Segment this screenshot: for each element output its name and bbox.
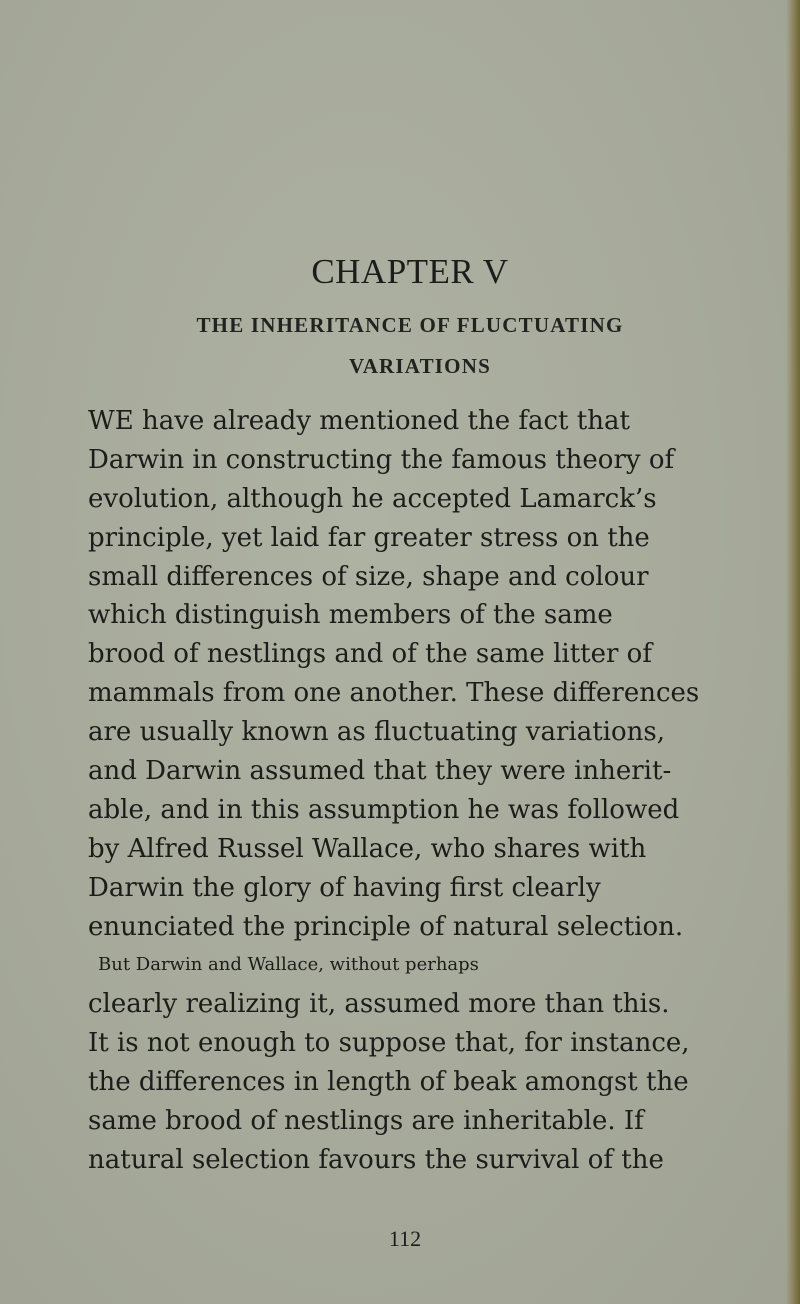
text-line: same brood of nestlings are inheritable. If [88, 1106, 644, 1137]
text-line: mammals from one another. These differences [88, 678, 700, 709]
text-line: Darwin the glory of having first clearly [88, 872, 601, 903]
chapter-subtitle-line-1: THE INHERITANCE OF FLUCTUATING [196, 313, 624, 337]
text-line: small differences of size, shape and colour [88, 561, 649, 592]
text-line: and Darwin assumed that they were inherit- [88, 756, 672, 787]
text-line: But Darwin and Wallace, without perhaps [98, 954, 479, 976]
text-line: able, and in this assumption he was followed [88, 794, 680, 825]
text-line: principle, yet laid far greater stress on the [88, 522, 650, 553]
text-line: It is not enough to suppose that, for instance, [88, 1028, 690, 1059]
text-line: brood of nestlings and of the same litter of [88, 639, 652, 670]
page-number: 112 [388, 1226, 422, 1251]
text-line: evolution, although he accepted Lamarck’s [88, 483, 657, 514]
text-line: WE have already mentioned the fact that [88, 406, 630, 436]
text-line: which distinguish members of the same [88, 600, 613, 631]
text-line: by Alfred Russel Wallace, who shares with [88, 833, 647, 864]
body-text [88, 402, 738, 1180]
text-line: Darwin in constructing the famous theory of [88, 444, 675, 475]
text-line: are usually known as fluctuating variations, [88, 717, 665, 748]
chapter-subtitle-line-2: VARIATIONS [349, 354, 491, 378]
text-line: natural selection favours the survival of the [88, 1144, 664, 1175]
text-line: the differences in length of beak amongst the [88, 1067, 689, 1098]
text-line: clearly realizing it, assumed more than this. [88, 989, 670, 1020]
page-edge [786, 0, 800, 1304]
text-line: enunciated the principle of natural selection. [88, 911, 684, 942]
chapter-title: CHAPTER V [311, 252, 509, 291]
